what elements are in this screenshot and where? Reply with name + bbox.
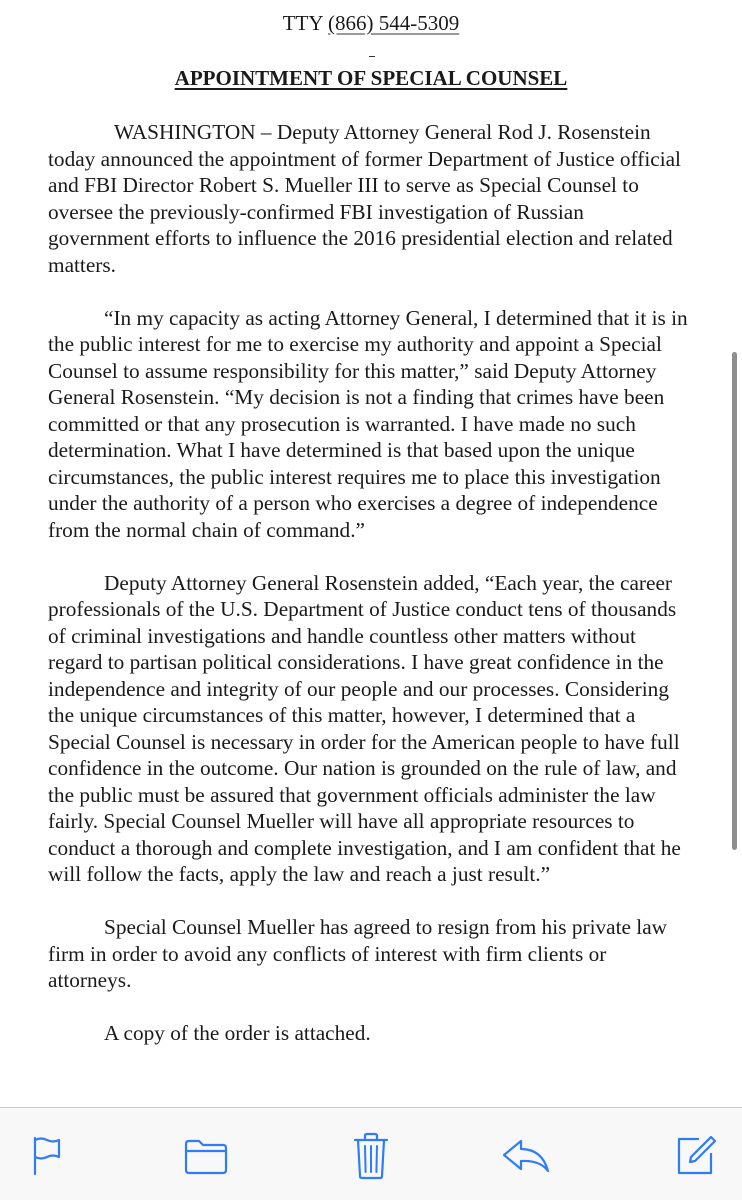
bottom-toolbar [0, 1107, 742, 1200]
reply-icon [500, 1136, 552, 1176]
flag-icon [26, 1134, 66, 1178]
trash-icon [351, 1131, 391, 1181]
paragraph-added-statement: Deputy Attorney General Rosenstein added, “Each year, the career professionals of the U.S. Department of Justice conduct tens of thousands of criminal investigations and handle countless other matters without regard to partisan political considerations. I have great confidence in the independence and integrity of our people and our processes. Considering the unique circumstances of this matter, however, I determined that a Special Counsel is necessary in order for the American people to have full confidence in the outcome. Our nation is grounded on the rule of law, and the public must be assured that government officials administer the law fairly. Special Counsel Mueller will have all appropriate resources to conduct a thorough and complete investigation, and I am confident that he will follow the facts, apply the law and reach a just result.” [48, 570, 681, 886]
paragraph-resignation: Special Counsel Mueller has agreed to resign from his private law firm in order to avoid any conflicts of interest with firm clients or attorneys. [48, 915, 668, 992]
compose-icon [673, 1133, 719, 1179]
paragraph-attachment-note: A copy of the order is attached. [104, 1021, 371, 1045]
reply-button[interactable] [498, 1130, 554, 1182]
scrollbar[interactable] [732, 352, 737, 850]
delete-button[interactable] [343, 1130, 399, 1182]
flag-button[interactable] [18, 1130, 74, 1182]
paragraph-announcement: WASHINGTON – Deputy Attorney General Rod J. Rosenstein today announced the appointment of former Department of Justice official and FBI Director Robert S. Mueller III to serve as Special Counsel to oversee the previously-confirmed FBI investigation of Russian government efforts to influence the 2016 presidential election and related matters. [48, 120, 681, 277]
divider-mark [369, 56, 375, 57]
move-to-folder-button[interactable] [178, 1130, 234, 1182]
document-title: APPOINTMENT OF SPECIAL COUNSEL [174, 66, 568, 90]
folder-icon [182, 1136, 230, 1176]
tty-label: TTY [282, 11, 323, 35]
document-body [48, 119, 688, 1073]
tty-line [0, 10, 742, 36]
tty-phone-link[interactable]: (866) 544-5309 [328, 11, 460, 35]
compose-button[interactable] [668, 1130, 724, 1182]
paragraph-quote: “In my capacity as acting Attorney General, I determined that it is in the public interest for me to exercise my authority and appoint a Special Counsel to assume responsibility for this matter,” said Deputy Attorney General Rosenstein. “My decision is not a finding that crimes have been committed or that any prosecution is warranted. I have made no such determination. What I have determined is that based upon the unique circumstances, the public interest requires me to place this investigation under the authority of a person who exercises a degree of independence from the normal chain of command.” [48, 305, 688, 542]
